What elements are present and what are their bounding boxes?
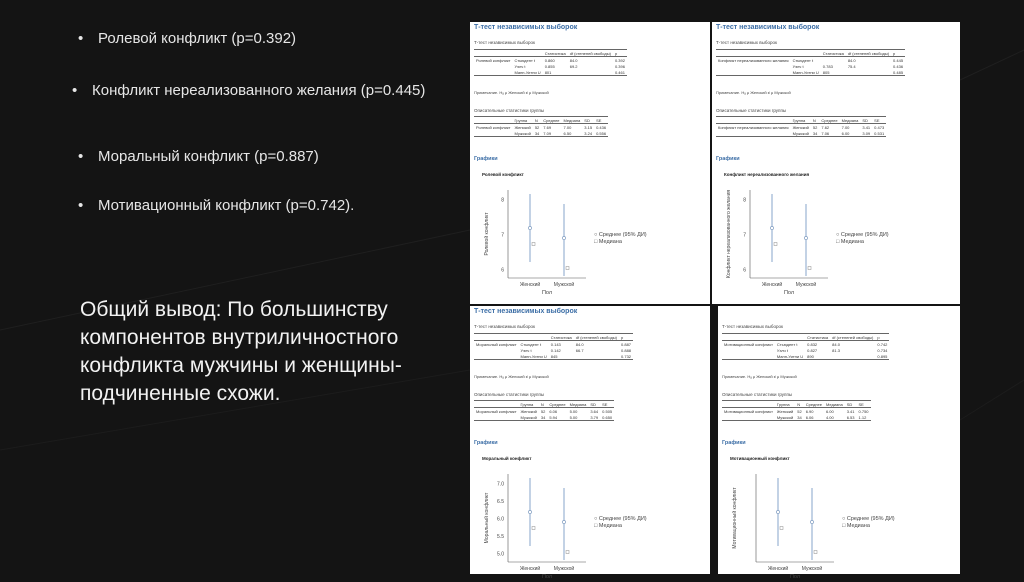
table-cell: Мужской bbox=[514, 130, 531, 136]
table-cell: 5.00 bbox=[569, 408, 578, 414]
table-row bbox=[474, 334, 633, 341]
table-cell: 0.396 bbox=[614, 63, 625, 69]
table-cell bbox=[722, 414, 775, 421]
table-cell: 66.7 bbox=[575, 347, 584, 353]
table-cell: 0.888 bbox=[621, 347, 632, 353]
table-cell: 3.09 bbox=[862, 130, 871, 136]
table-cell: Среднее bbox=[543, 117, 560, 123]
errorbar-plot bbox=[726, 464, 846, 582]
table-cell: Женский bbox=[776, 408, 794, 414]
y-tick-label: 6 bbox=[743, 267, 746, 274]
table-row bbox=[722, 414, 871, 421]
table-cell: 7.06 bbox=[819, 130, 839, 137]
table-row bbox=[722, 353, 889, 360]
plot-legend bbox=[836, 232, 889, 246]
table-cell: 6.00 bbox=[840, 130, 861, 137]
graphs-heading: Графики bbox=[474, 156, 498, 162]
table-cell: 0.505 bbox=[602, 408, 613, 414]
table-cell bbox=[722, 353, 775, 360]
table-row bbox=[474, 401, 614, 408]
table-cell: 890 bbox=[805, 353, 830, 360]
legend-mean-label: Среднее (95% ДИ) bbox=[598, 516, 647, 522]
y-tick-label: 6.0 bbox=[497, 516, 504, 523]
legend-median bbox=[836, 239, 889, 246]
table-cell: SE bbox=[600, 401, 614, 408]
plot-legend bbox=[842, 516, 895, 530]
median-point bbox=[780, 527, 783, 530]
table-cell: 3.41 bbox=[862, 124, 871, 130]
graphs-heading: Графики bbox=[722, 440, 746, 446]
table-cell: 6.53 bbox=[846, 414, 855, 420]
table-subtitle: Т-тест независимых выборок bbox=[722, 324, 783, 329]
bullet-text: Конфликт нереализованного желания (p=0.445) bbox=[92, 82, 426, 99]
descriptives-table bbox=[474, 116, 608, 137]
table-cell: Статистика bbox=[544, 50, 566, 56]
mean-point bbox=[776, 510, 779, 513]
table-cell bbox=[716, 50, 791, 57]
mean-point bbox=[810, 520, 813, 523]
table-cell: Манн-Уитни U bbox=[514, 69, 541, 75]
table-cell: 0.485 bbox=[893, 69, 904, 75]
table-cell: 0.832 bbox=[807, 341, 818, 347]
panel-title: Т-тест независимых выборок bbox=[474, 24, 578, 31]
legend-mean-label: Среднее (95% ДИ) bbox=[846, 516, 895, 522]
plot-title: Моральный конфликт bbox=[482, 456, 532, 461]
table-cell bbox=[474, 414, 519, 421]
table-cell: 845 bbox=[549, 353, 574, 360]
y-axis-label: Мотивационный конфликт bbox=[732, 487, 738, 549]
table-cell: p bbox=[891, 50, 905, 57]
table-cell: Уэлч t bbox=[776, 347, 788, 353]
table-cell bbox=[716, 130, 791, 137]
table-row bbox=[716, 130, 886, 137]
table-cell bbox=[830, 353, 875, 360]
descriptives-title: Описательные статистики группы bbox=[722, 392, 793, 397]
y-tick-label: 8 bbox=[501, 197, 504, 204]
table-cell: Уэлч t bbox=[792, 63, 804, 69]
table-cell: 34 bbox=[797, 414, 802, 420]
table-note: Примечание. Hₐ μ Женский ≠ μ Мужской bbox=[474, 90, 549, 95]
table-row bbox=[474, 69, 627, 76]
legend-mean bbox=[836, 232, 889, 239]
descriptives-title: Описательные статистики группы bbox=[474, 392, 545, 397]
x-tick-label: Женский bbox=[761, 282, 783, 288]
x-tick-label: Женский bbox=[519, 282, 541, 288]
legend-median-label: Медиана bbox=[598, 523, 622, 529]
table-cell: Стьюдент t bbox=[520, 341, 542, 347]
table-cell: Женский bbox=[792, 124, 809, 130]
table-row bbox=[474, 117, 608, 124]
legend-median bbox=[594, 523, 647, 530]
table-cell bbox=[775, 334, 805, 341]
table-cell: SD bbox=[860, 117, 872, 124]
plot-title: Конфликт нереализованного желания bbox=[724, 172, 810, 177]
legend-median-label: Медиана bbox=[598, 239, 622, 245]
table-cell: Ролевой конфликт bbox=[476, 57, 511, 63]
table-cell bbox=[474, 334, 519, 341]
table-cell: Мужской bbox=[520, 414, 537, 420]
bullet-marker: • bbox=[78, 148, 84, 165]
table-cell: N bbox=[539, 401, 547, 408]
table-row bbox=[716, 117, 886, 124]
table-cell: Конфликт нереализованного желания bbox=[718, 124, 789, 130]
table-cell bbox=[519, 334, 549, 341]
table-cell: 0.436 bbox=[596, 124, 607, 130]
table-cell bbox=[574, 353, 619, 360]
jamovi-output-panel bbox=[470, 306, 710, 580]
y-tick-label: 5.0 bbox=[497, 551, 504, 558]
table-cell: 801 bbox=[543, 69, 568, 76]
median-point bbox=[566, 267, 569, 270]
descriptives-table bbox=[716, 116, 886, 137]
t-test-table bbox=[722, 333, 889, 360]
graphs-heading: Графики bbox=[474, 440, 498, 446]
x-axis-label: Пол bbox=[783, 290, 795, 296]
table-cell: 0.650 bbox=[602, 414, 613, 420]
table-cell: 6.06 bbox=[549, 408, 558, 414]
median-point bbox=[814, 551, 817, 554]
median-point bbox=[774, 243, 777, 246]
table-cell: 3.64 bbox=[590, 408, 599, 414]
table-cell: 0.855 bbox=[544, 63, 555, 69]
table-cell: 0.827 bbox=[807, 347, 818, 353]
table-cell: Моральный конфликт bbox=[476, 408, 517, 414]
table-cell: 7.00 bbox=[841, 124, 850, 130]
table-cell: Группа bbox=[775, 401, 795, 408]
y-axis-label: Конфликт нереализованного желания bbox=[726, 189, 732, 279]
table-subtitle: Т-тест независимых выборок bbox=[474, 40, 535, 45]
table-cell bbox=[474, 353, 519, 360]
table-cell: Манн-Уитни U bbox=[520, 353, 547, 359]
table-cell: 1.12 bbox=[857, 414, 871, 421]
y-axis-label: Моральный конфликт bbox=[484, 492, 490, 544]
table-cell: df (степеней свободы) bbox=[832, 334, 874, 340]
table-cell: 3.15 bbox=[584, 124, 593, 130]
table-row bbox=[474, 408, 614, 415]
table-subtitle: Т-тест независимых выборок bbox=[474, 324, 535, 329]
table-row bbox=[722, 334, 889, 341]
table-cell: 0.783 bbox=[822, 63, 833, 69]
table-cell: Конфликт нереализованного желания bbox=[718, 57, 789, 63]
table-cell bbox=[474, 401, 519, 408]
table-row bbox=[716, 50, 905, 57]
table-cell: 0.445 bbox=[893, 57, 904, 63]
table-cell: 34 bbox=[540, 414, 546, 420]
bullet-text: Мотивационный конфликт (p=0.742). bbox=[98, 197, 355, 214]
t-test-table bbox=[474, 333, 633, 360]
median-point bbox=[808, 267, 811, 270]
table-cell: 0.473 bbox=[874, 124, 885, 130]
table-cell: 34 bbox=[812, 130, 818, 136]
table-cell: 0.860 bbox=[544, 57, 555, 63]
legend-mean bbox=[842, 516, 895, 523]
panel-title: Т-тест независимых выборок bbox=[716, 24, 820, 31]
table-cell: df (степеней свободы) bbox=[569, 50, 611, 56]
table-cell: 0.142 bbox=[550, 347, 561, 353]
table-cell bbox=[474, 117, 512, 124]
table-note: Примечание. Hₐ μ Женский ≠ μ Мужской bbox=[722, 374, 797, 379]
table-cell: Мотивационный конфликт bbox=[724, 341, 773, 347]
table-cell: 0.895 bbox=[877, 353, 888, 359]
table-cell: Статистика bbox=[807, 334, 829, 340]
table-cell: 7.09 bbox=[541, 130, 561, 137]
graphs-heading: Графики bbox=[716, 156, 740, 162]
table-cell: Среднее bbox=[805, 401, 822, 407]
jamovi-output-panel bbox=[718, 306, 960, 580]
legend-median-marker: □ bbox=[842, 523, 846, 529]
x-tick-label: Мужской bbox=[801, 566, 823, 572]
plot-title: Ролевой конфликт bbox=[482, 172, 524, 177]
y-tick-label: 7 bbox=[501, 232, 504, 239]
descriptives-title: Описательные статистики группы bbox=[716, 108, 787, 113]
errorbar-plot bbox=[720, 180, 840, 298]
plot-legend bbox=[594, 516, 647, 530]
table-cell bbox=[474, 130, 512, 137]
table-row bbox=[722, 401, 871, 408]
table-cell: 0.742 bbox=[877, 341, 888, 347]
legend-median-marker: □ bbox=[836, 239, 840, 245]
table-cell: 7.00 bbox=[563, 124, 572, 130]
median-point bbox=[532, 527, 535, 530]
table-cell: SE bbox=[594, 117, 608, 124]
jamovi-output-panel bbox=[470, 22, 710, 304]
table-cell: 4.00 bbox=[824, 414, 845, 421]
table-cell: 7.69 bbox=[543, 124, 552, 130]
bullet-marker: • bbox=[78, 197, 84, 214]
table-cell: 6.90 bbox=[805, 408, 814, 414]
x-tick-label: Женский bbox=[767, 566, 789, 572]
table-cell: 0.887 bbox=[621, 341, 632, 347]
table-cell: 81.3 bbox=[832, 347, 840, 353]
table-cell: Группа bbox=[512, 117, 532, 124]
table-cell: p bbox=[613, 50, 627, 57]
table-cell: 6.50 bbox=[562, 130, 583, 137]
bullet-moral-conflict bbox=[78, 148, 319, 165]
table-row bbox=[474, 353, 633, 360]
table-cell: Мужской bbox=[792, 130, 809, 136]
legend-median-label: Медиана bbox=[846, 523, 870, 529]
table-cell bbox=[722, 334, 775, 341]
legend-mean-marker: ○ bbox=[842, 516, 846, 522]
table-cell: df (степеней свободы) bbox=[847, 50, 890, 56]
legend-median bbox=[594, 239, 647, 246]
table-cell: SE bbox=[857, 401, 871, 408]
x-axis-label: Пол bbox=[541, 574, 553, 580]
summary-conclusion: Общий вывод: По большинству компонентов внутриличностного конфликта мужчины и женщины-подчиненные схожи. bbox=[80, 298, 402, 405]
table-cell: 84.0 bbox=[569, 57, 578, 63]
table-cell: 0.734 bbox=[877, 347, 888, 353]
table-cell: Медиана bbox=[841, 117, 859, 123]
table-subtitle: Т-тест независимых выборок bbox=[716, 40, 777, 45]
table-cell: 52 bbox=[540, 408, 546, 414]
table-cell: Манн-Уитни U bbox=[776, 353, 804, 359]
table-cell: 84.0 bbox=[832, 341, 840, 347]
x-axis-label: Пол bbox=[789, 574, 801, 580]
table-cell: N bbox=[811, 117, 819, 124]
table-cell: Мужской bbox=[776, 414, 794, 420]
table-cell bbox=[474, 50, 512, 57]
bullet-role-conflict bbox=[78, 30, 296, 47]
t-test-table bbox=[474, 49, 627, 76]
panel-title: Т-тест независимых выборок bbox=[474, 308, 578, 315]
descriptives-table bbox=[474, 400, 614, 421]
table-row bbox=[716, 69, 905, 76]
y-axis-label: Ролевой конфликт bbox=[484, 212, 490, 256]
table-cell: Ролевой конфликт bbox=[476, 124, 511, 130]
mean-point bbox=[770, 226, 773, 229]
legend-median-marker: □ bbox=[594, 239, 598, 245]
table-note: Примечание. Hₐ μ Женский ≠ μ Мужской bbox=[716, 90, 791, 95]
table-cell: Уэлч t bbox=[514, 63, 526, 69]
table-cell: 0.531 bbox=[874, 130, 885, 136]
x-tick-label: Мужской bbox=[795, 282, 817, 288]
table-cell: Среднее bbox=[549, 401, 566, 407]
mean-point bbox=[528, 510, 531, 513]
table-cell: Женский bbox=[514, 124, 531, 130]
jamovi-output-panel bbox=[712, 22, 960, 304]
table-cell: 0.436 bbox=[893, 63, 904, 69]
table-cell: Статистика bbox=[550, 334, 572, 340]
bullet-motivational-conflict bbox=[78, 197, 354, 214]
y-tick-label: 7 bbox=[743, 232, 746, 239]
table-cell: 6.06 bbox=[804, 414, 824, 421]
table-cell: 3.79 bbox=[590, 414, 599, 420]
bullet-marker: • bbox=[72, 82, 78, 99]
table-cell: Статистика bbox=[822, 50, 844, 56]
table-cell: 3.24 bbox=[584, 130, 593, 136]
table-cell: SD bbox=[582, 117, 594, 124]
bullet-text: Моральный конфликт (p=0.887) bbox=[98, 148, 319, 165]
table-row bbox=[474, 414, 614, 421]
table-cell bbox=[846, 69, 891, 76]
legend-median bbox=[842, 523, 895, 530]
bullet-text: Ролевой конфликт (p=0.392) bbox=[98, 30, 297, 47]
t-test-table bbox=[716, 49, 905, 76]
plot-legend bbox=[594, 232, 647, 246]
legend-mean-marker: ○ bbox=[836, 232, 840, 238]
table-cell: 6.00 bbox=[825, 408, 834, 414]
x-axis-label: Пол bbox=[541, 290, 553, 296]
legend-mean bbox=[594, 516, 647, 523]
descriptives-title: Описательные статистики группы bbox=[474, 108, 545, 113]
table-cell: 52 bbox=[812, 124, 818, 130]
table-cell: 52 bbox=[797, 408, 802, 414]
x-tick-label: Женский bbox=[519, 566, 541, 572]
table-cell: SD bbox=[845, 401, 857, 408]
errorbar-plot bbox=[478, 180, 598, 298]
table-cell bbox=[722, 401, 775, 408]
table-cell: Среднее bbox=[821, 117, 838, 123]
table-cell: Манн-Уитни U bbox=[792, 69, 819, 75]
mean-point bbox=[528, 226, 531, 229]
mean-point bbox=[562, 236, 565, 239]
table-cell: Уэлч t bbox=[520, 347, 532, 353]
table-cell: df (степеней свободы) bbox=[575, 334, 618, 340]
table-cell bbox=[568, 69, 613, 76]
table-cell: SE bbox=[872, 117, 886, 124]
table-cell: 84.0 bbox=[847, 57, 856, 63]
table-cell: Группа bbox=[519, 401, 539, 408]
table-cell: p bbox=[619, 334, 633, 341]
median-point bbox=[532, 243, 535, 246]
table-cell: SD bbox=[588, 401, 600, 408]
table-cell: 5.00 bbox=[568, 414, 589, 421]
y-tick-label: 5.5 bbox=[497, 534, 504, 540]
table-cell: 84.0 bbox=[575, 341, 584, 347]
table-cell: 69.2 bbox=[569, 63, 578, 69]
table-row bbox=[474, 130, 608, 137]
descriptives-table bbox=[722, 400, 871, 421]
table-cell bbox=[791, 50, 821, 57]
x-tick-label: Мужской bbox=[553, 566, 575, 572]
legend-mean-marker: ○ bbox=[594, 516, 598, 522]
table-cell: 0.461 bbox=[614, 69, 625, 75]
bullet-unrealized-desire bbox=[72, 82, 425, 99]
y-tick-label: 6 bbox=[501, 267, 504, 274]
table-cell: 0.392 bbox=[614, 57, 625, 63]
legend-mean-label: Среднее (95% ДИ) bbox=[598, 232, 647, 238]
y-tick-label: 8 bbox=[743, 197, 746, 204]
legend-median-marker: □ bbox=[594, 523, 598, 529]
table-cell: Медиана bbox=[825, 401, 843, 407]
legend-mean-label: Среднее (95% ДИ) bbox=[840, 232, 889, 238]
errorbar-plot bbox=[478, 464, 598, 582]
table-cell bbox=[512, 50, 542, 57]
table-cell: N bbox=[795, 401, 803, 408]
table-cell: 0.143 bbox=[550, 341, 561, 347]
table-cell: 0.556 bbox=[596, 130, 607, 136]
table-cell: 0.750 bbox=[858, 408, 869, 414]
median-point bbox=[566, 551, 569, 554]
table-cell: Мотивационный конфликт bbox=[724, 408, 773, 414]
table-row bbox=[474, 50, 627, 57]
legend-mean bbox=[594, 232, 647, 239]
table-cell: 805 bbox=[821, 69, 846, 76]
y-tick-label: 7.0 bbox=[497, 481, 504, 488]
table-cell: Стьюдент t bbox=[776, 341, 798, 347]
table-cell: Женский bbox=[520, 408, 537, 414]
table-cell: 5.94 bbox=[547, 414, 567, 421]
table-cell: Моральный конфликт bbox=[476, 341, 517, 347]
plot-title: Мотивационный конфликт bbox=[730, 456, 790, 461]
table-cell: 75.4 bbox=[847, 63, 856, 69]
table-cell: 3.41 bbox=[846, 408, 855, 414]
table-cell: Группа bbox=[791, 117, 811, 124]
y-tick-label: 6.5 bbox=[497, 499, 504, 505]
mean-point bbox=[804, 236, 807, 239]
table-cell: 34 bbox=[534, 130, 540, 136]
table-cell bbox=[474, 69, 512, 76]
table-cell: Медиана bbox=[563, 117, 581, 123]
table-cell: N bbox=[533, 117, 541, 124]
table-cell: 7.62 bbox=[821, 124, 830, 130]
mean-point bbox=[562, 520, 565, 523]
legend-median-label: Медиана bbox=[840, 239, 864, 245]
table-note: Примечание. Hₐ μ Женский ≠ μ Мужской bbox=[474, 374, 549, 379]
table-cell: Медиана bbox=[569, 401, 587, 407]
table-cell: 52 bbox=[534, 124, 540, 130]
table-cell bbox=[716, 69, 791, 76]
table-cell: Стьюдент t bbox=[792, 57, 814, 63]
legend-mean-marker: ○ bbox=[594, 232, 598, 238]
table-cell: p bbox=[875, 334, 889, 341]
table-cell: Стьюдент t bbox=[514, 57, 536, 63]
bullet-marker: • bbox=[78, 30, 84, 47]
x-tick-label: Мужской bbox=[553, 282, 575, 288]
table-cell bbox=[716, 117, 791, 124]
table-cell: 0.732 bbox=[621, 353, 632, 359]
